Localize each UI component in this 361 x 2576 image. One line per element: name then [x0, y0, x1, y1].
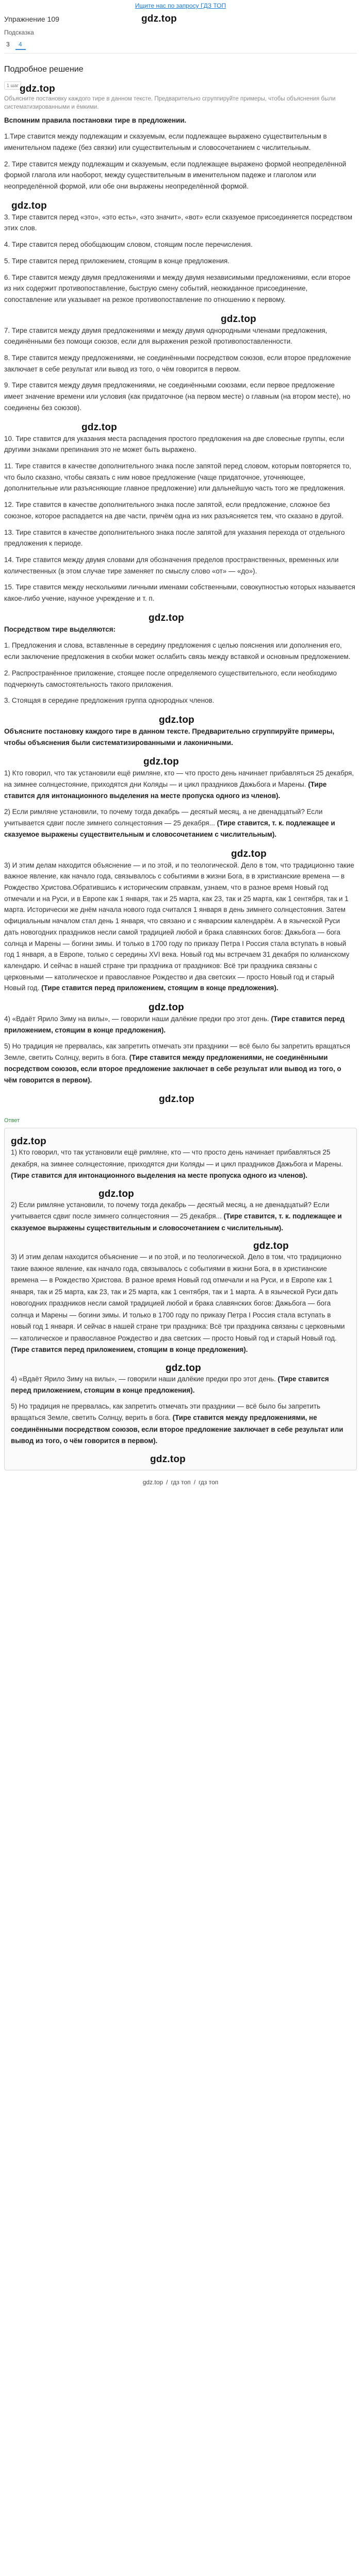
- example-explanation: (Тире ставится для интонационного выделения на месте пропуска одного из членов).: [4, 781, 327, 800]
- rule-item: 7. Тире ставится между двумя предложениями и между двумя однородными членами предложения, соединёнными без помощи союзов, если для выражения резкой противопоставленности.: [4, 326, 327, 346]
- watermark: gdz.top: [231, 848, 267, 859]
- rule-item: 2. Тире ставится между подлежащим и сказуемым, если подлежащее выражено формой неопределённой формой глагола или наоборот, между существительным в именительном падеже и глаголом или неопределённой формой, или обе они выражены неопределённой формой.: [4, 160, 347, 191]
- answer-item: [11, 1251, 350, 1356]
- answer-item: [11, 1199, 350, 1234]
- answer-text: 4) «Вдаёт Ярило Зиму на вилы», — говорили наши далёкие предки про этот день.: [11, 1375, 276, 1383]
- answer-label: Ответ: [4, 1117, 20, 1124]
- watermark: gdz.top: [11, 200, 47, 211]
- rule-item: 14. Тире ставится между двумя словами для обозначения пределов пространственных, временных или количественных (в этом случае тире заменяет по смыслу слово «от» — «до»).: [4, 555, 339, 575]
- footer: [0, 1478, 361, 1487]
- example-text: 2) Если римляне установили, то почему тогда декабрь — десятый месяц, а не двенадцатый? Если учитывается сдвиг после зимнего солнцестояния — 25 декабря...: [4, 808, 323, 827]
- rule-item: 15. Тире ставится между несколькими личными именами собственными, совокупностью которых называется какое-либо учение, научное учреждение и т. п.: [4, 583, 355, 603]
- watermark: gdz.top: [149, 1002, 184, 1013]
- step-row: [0, 79, 361, 95]
- watermark-row: [4, 753, 356, 768]
- example-item: [4, 1013, 356, 1036]
- rule-item: 4. Тире ставится перед обобщающим словом, стоящим после перечисления.: [4, 241, 253, 249]
- divider: [4, 53, 357, 54]
- answer-explanation: (Тире ставится перед приложением, стоящим в конце предложения).: [11, 1346, 248, 1354]
- emphasis-item: 1. Предложения и слова, вставленные в середину предложения с целью пояснения или дополнения его, если заключение предложения в скобки может ослабить связь между вставкой и основным предложением.: [4, 641, 351, 661]
- header: [0, 11, 361, 27]
- answer-item: [11, 1147, 350, 1182]
- watermark: gdz.top: [253, 1241, 289, 1252]
- example-item: [4, 1041, 356, 1086]
- watermark-row: [4, 1091, 356, 1105]
- watermark: gdz.top: [20, 83, 55, 95]
- active-tab-indicator: [15, 49, 26, 50]
- example-text: 1) Кто говорил, что так установили ещё римляне, кто — что просто день начинает прибавляться 25 декабря, на зимнее солнцестояние, приходятся дни Коляды — и цикл праздников Дажьбога и Марены.: [4, 769, 354, 789]
- watermark-row: [11, 1451, 350, 1465]
- watermark: gdz.top: [159, 714, 194, 725]
- example-item: [4, 860, 356, 994]
- example-item: [4, 768, 356, 801]
- answer-item: [11, 1374, 350, 1397]
- answer-box: [4, 1128, 357, 1470]
- watermark-row: [4, 419, 356, 433]
- watermark-row: [4, 197, 356, 212]
- solution-content: [0, 115, 361, 1106]
- answer-text: 5) Но традиция не прервалась, как запретить отмечать эти праздники — всё было бы запретить вращаться Земле, светить Солнцу, верить в бога.: [11, 1402, 321, 1422]
- footer-link[interactable]: gdz.top: [142, 1478, 163, 1486]
- watermark-row: [11, 1360, 350, 1374]
- hint-tabs: [4, 38, 361, 51]
- watermark: gdz.top: [166, 1362, 201, 1374]
- watermark: gdz.top: [221, 313, 256, 325]
- rule-item: 10. Тире ставится для указания места распадения простого предложения на две словесные группы, если другими знаками препинания это не может быть выражено.: [4, 434, 344, 454]
- answer-item: [11, 1401, 350, 1447]
- emphasis-item: 3. Стоящая в середине предложения группа однородных членов.: [4, 697, 215, 705]
- search-hint-link[interactable]: Ищите нас по запросу ГДЗ ТОП: [135, 2, 226, 9]
- example-explanation: (Тире ставится перед приложением, стоящим в конце предложения).: [41, 984, 278, 992]
- watermark-row: [11, 1238, 350, 1251]
- watermark-row: [4, 999, 356, 1013]
- watermark: gdz.top: [150, 1453, 186, 1465]
- watermark-row: [11, 1133, 350, 1147]
- answer-explanation: (Тире ставится перед приложением, стоящим в конце предложения).: [11, 1375, 329, 1395]
- watermark: gdz.top: [143, 756, 179, 768]
- task-note: Объясните постановку каждого тире в данном тексте. Предварительно сгруппируйте примеры, чтобы объяснения были систематизированными и ёмкими.: [4, 96, 336, 111]
- rule-item: 8. Тире ставится между предложениями, не соединёнными посредством союзов, если второе предложение заключает в себе результат или вывод из того, о чём говорится в первом.: [4, 354, 351, 373]
- emphasis-title: Посредством тире выделяются:: [4, 625, 116, 633]
- emphasis-item: 2. Распространённое приложение, стоящее после определяемого существительного, если необходимо подчеркнуть самостоятельность такого приложения.: [4, 669, 337, 688]
- example-explanation: (Тире ставится между предложениями, не соединёнными посредством союзов, если второе предложение заключает в себе результат или вывод из того, о чём говорится в первом).: [4, 1054, 341, 1084]
- answer-explanation: (Тире ставится для интонационного выделения на месте пропуска одного из членов).: [11, 1172, 307, 1180]
- answer-text: 3) И этим делам находится объяснение — и по этой, и по теологической. Дело в том, что традиционно такие важное явление, как начало года, связывалось с событиями в жизни Бога, в в христианские времена — в Рождество Христова. В разное время Новый год отмечали и на Руси, и в Европе как 1 января, так и 25 марта, как 23, так и 25 марта, как 1 сентября, так и 1 марта. А в языческой Руси дать новогодних праздников несли самой традицией любой и брака славянских богов: Дажьбога — бога солнца и Марены — богини зимы. И только в 1700 году по приказу Петра I Россия стала вступать в новый год 1 января. И сейчас в нашей стране три праздника: Всё три праздника связаны с церковными — католическое и православное Рождество и два светских — просто Новый год и старый Новый год.: [11, 1253, 345, 1342]
- watermark: gdz.top: [141, 13, 177, 24]
- watermark: gdz.top: [99, 1188, 134, 1199]
- answer-text: 2) Если римляне установили, то почему тогда декабрь — десятый месяц, а не двенадцатый? Если учитывается сдвиг после зимнего солнцестояния — 25 декабря...: [11, 1200, 330, 1221]
- watermark: gdz.top: [159, 1094, 194, 1105]
- footer-sep: /: [166, 1478, 168, 1486]
- rule-item: 1.Тире ставится между подлежащим и сказуемым, если подлежащее выражено существительным в именительном падеже (без связки) или существительным и словосочетанием с числительным.: [4, 132, 327, 151]
- rule-item: 9. Тире ставится между двумя предложениями, не соединёнными союзами, если первое предложение имеет значение времени или условия (как придаточное (на первом месте) о главным (на втором месте), но соединены без союзов).: [4, 381, 351, 412]
- footer-link[interactable]: гдз топ: [171, 1478, 191, 1486]
- watermark-row: [4, 609, 356, 624]
- footer-link[interactable]: гдз топ: [199, 1478, 219, 1486]
- example-item: [4, 806, 356, 840]
- tab-4[interactable]: 4: [19, 41, 22, 48]
- rule-item: 3. Тире ставится перед «это», «это есть», «это значит», «вот» если сказуемое присоединяется посредством этих слов.: [4, 213, 353, 232]
- step-badge: 1 шаг: [4, 81, 21, 90]
- watermark: gdz.top: [81, 421, 117, 433]
- example-text: 3) И этим делам находится объяснение — и по этой, и по теологической. Дело в том, что традиционно такие важное явление, как начало года, связывалось с событиями в жизни Бога, в в христианские времена — в Рождество Христова.Обратившись к историческим справкам, узнаем, что в разное время Новый год отмечали и на Руси, и в Европе как 1 января, так и 25 марта, как 23, так и 25 марта, как 1 сентября, так и 1 марта. Исторически же днём начала нового года считался 1 января в день зимнего солнцестояния. Затем официальным началом стал день 1 января, что связано и с январским календарём. А в языческой Руси дать новогодних праздников несли самой традицией любой и брака славянских богов: Дажьбога — бога солнца и Марены — богини зимы. И только в 1700 году по приказу Петра I Россия стала вступать в новый год 1 января, а в Европе, только с середины XVI века. Новый год мы встречаем 31 декабря по юлианскому календарю. И сейчас в нашей стране три праздника от праздников: Всё три праздника связаны с церковными — католическое и православное Рождество и два светских — просто Новый год и старый Новый год.: [4, 861, 354, 992]
- task-text: Объясните постановку каждого тире в данном тексте. Предварительно сгруппируйте примеры, чтобы объяснения были систематизированными и лаконичными.: [4, 727, 335, 747]
- footer-sep: /: [193, 1478, 196, 1486]
- watermark: gdz.top: [11, 1136, 46, 1147]
- answer-explanation: (Тире ставится, т. к. подлежащее и сказуемое выражены существительным и словосочетанием с числительным).: [11, 1212, 342, 1232]
- watermark-row: [11, 1186, 350, 1199]
- watermark: gdz.top: [149, 612, 184, 623]
- intro-text: Вспомним правила постановки тире в предложении.: [4, 116, 187, 124]
- hint-label: Подсказка: [4, 29, 34, 36]
- example-explanation: (Тире ставится перед приложением, стоящим в конце предложения).: [4, 1015, 345, 1034]
- watermark-row: [4, 711, 356, 726]
- exercise-title: Упражнение 109: [4, 15, 59, 23]
- rule-item: 12. Тире ставится в качестве дополнительного знака после запятой, если предложение, сложное без союзное, которое распадается на две части, причём одна из них разъясняется тем, что сказано в другой.: [4, 501, 344, 520]
- rule-item: 11. Тире ставится в качестве дополнительного знака после запятой перед словом, которым повторяется то, что было сказано, чтобы связать с ним новое предложение (чаще придаточное, уточняющее, дополнительные или разъясняющие главное предложение) или дальнейшую часть того же предложения.: [4, 462, 351, 493]
- tab-3[interactable]: 3: [6, 41, 10, 48]
- rule-item: 6. Тире ставится между двумя предложениями и между двумя независимыми предложениями, если второе из них содержит противопоставление, быструю смену событий, неожиданное присоединение, сопоставление или указывает на резкое противопоставление по отношению к первому.: [4, 273, 351, 303]
- answer-text: 1) Кто говорил, что так установили ещё римляне, кто — что просто день начинает прибавляться 25 декабря, на зимнее солнцестояние, приходятся дни Коляды — и цикл праздников Дажьбога и Марены.: [11, 1148, 343, 1168]
- section-title: Подробное решение: [4, 65, 84, 74]
- example-text: 4) «Вдаёт Ярило Зиму на вилы», — говорили наши далёкие предки про этот день.: [4, 1015, 269, 1023]
- example-text: 5) Но традиция не прервалась, как запретить отмечать эти праздники — всё было бы запретить вращаться Земле, светить Солнцу, верить в бога.: [4, 1042, 351, 1062]
- rule-item: 5. Тире ставится перед приложением, стоящим в конце предложения.: [4, 257, 229, 265]
- answer-explanation: (Тире ставится между предложениями, не соединёнными посредством союзов, если второе предложение заключает в себе результат или вывод из того, о чём говорится в первом).: [11, 1414, 343, 1445]
- watermark-row: [4, 845, 356, 860]
- rule-item: 13. Тире ставится в качестве дополнительного знака после запятой для указания перехода от отдельного предложения к периоде.: [4, 528, 345, 548]
- watermark-row: [4, 311, 356, 325]
- example-explanation: (Тире ставится, т. к. подлежащее и сказуемое выражены существительным и словосочетанием с числительным).: [4, 819, 335, 838]
